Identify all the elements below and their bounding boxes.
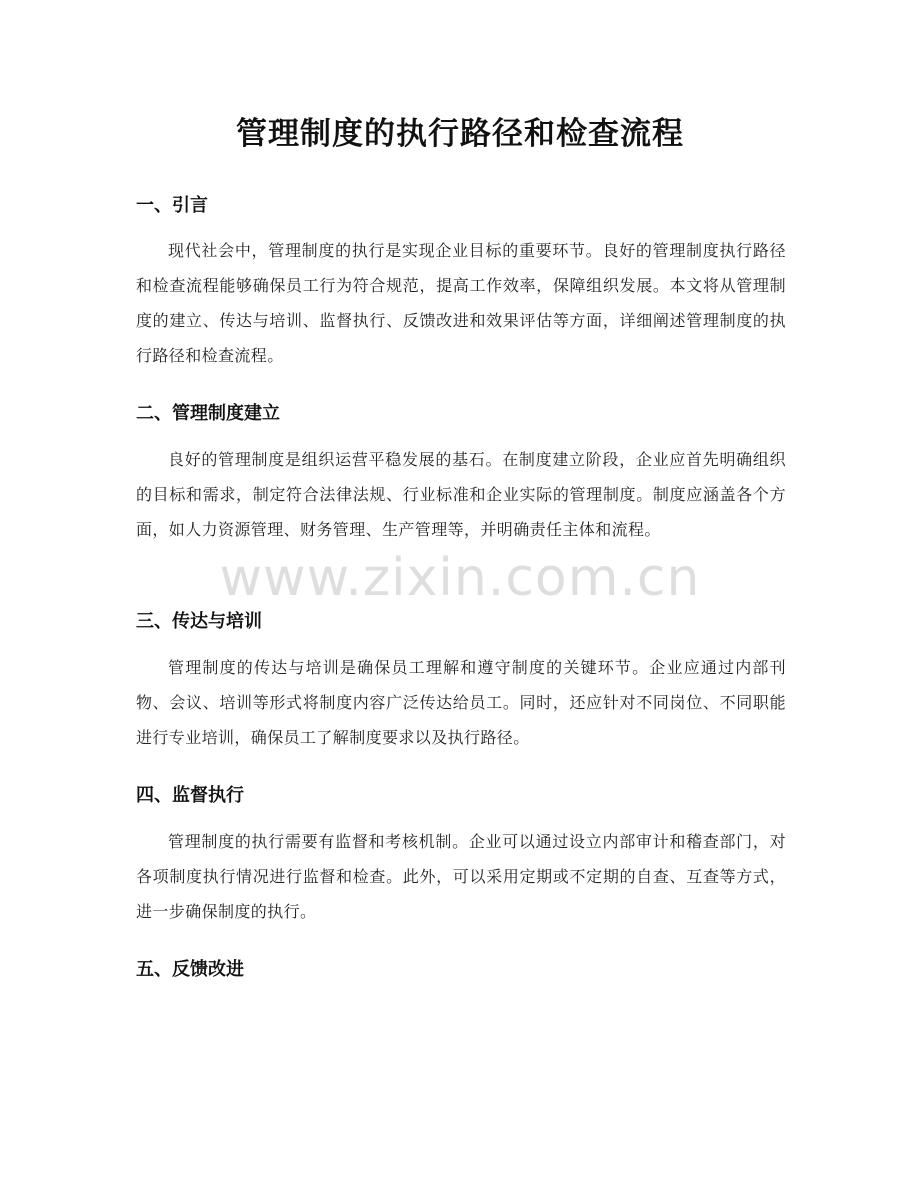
section-heading-establishment: 二、管理制度建立 bbox=[136, 403, 280, 424]
document-title: 管理制度的执行路径和检查流程 bbox=[236, 116, 684, 152]
section-heading-supervision: 四、监督执行 bbox=[136, 785, 244, 806]
section-heading-feedback: 五、反馈改进 bbox=[136, 959, 244, 980]
section-paragraph-communication-training: 管理制度的传达与培训是确保员工理解和遵守制度的关键环节。企业应通过内部刊物、会议、培训等形式将制度内容广泛传达给员工。同时，还应针对不同岗位、不同职能进行专业培训，确保员工了解制度要求以及执行路径。 bbox=[136, 658, 786, 747]
section-heading-communication-training: 三、传达与培训 bbox=[136, 611, 262, 632]
watermark: www.zixin.com.cn bbox=[219, 548, 701, 608]
section-paragraph-introduction: 现代社会中，管理制度的执行是实现企业目标的重要环节。良好的管理制度执行路径和检查流程能够确保员工行为符合规范，提高工作效率，保障组织发展。本文将从管理制度的建立、传达与培训、监督执行、反馈改进和效果评估等方面，详细阐述管理制度的执行路径和检查流程。 bbox=[136, 241, 786, 365]
section-paragraph-supervision: 管理制度的执行需要有监督和考核机制。企业可以通过设立内部审计和稽查部门，对各项制度执行情况进行监督和检查。此外，可以采用定期或不定期的自查、互查等方式，进一步确保制度的执行。 bbox=[136, 832, 786, 921]
section-heading-introduction: 一、引言 bbox=[136, 195, 208, 216]
section-paragraph-establishment: 良好的管理制度是组织运营平稳发展的基石。在制度建立阶段，企业应首先明确组织的目标和需求，制定符合法律法规、行业标准和企业实际的管理制度。制度应涵盖各个方面，如人力资源管理、财务管理、生产管理等，并明确责任主体和流程。 bbox=[136, 450, 786, 539]
